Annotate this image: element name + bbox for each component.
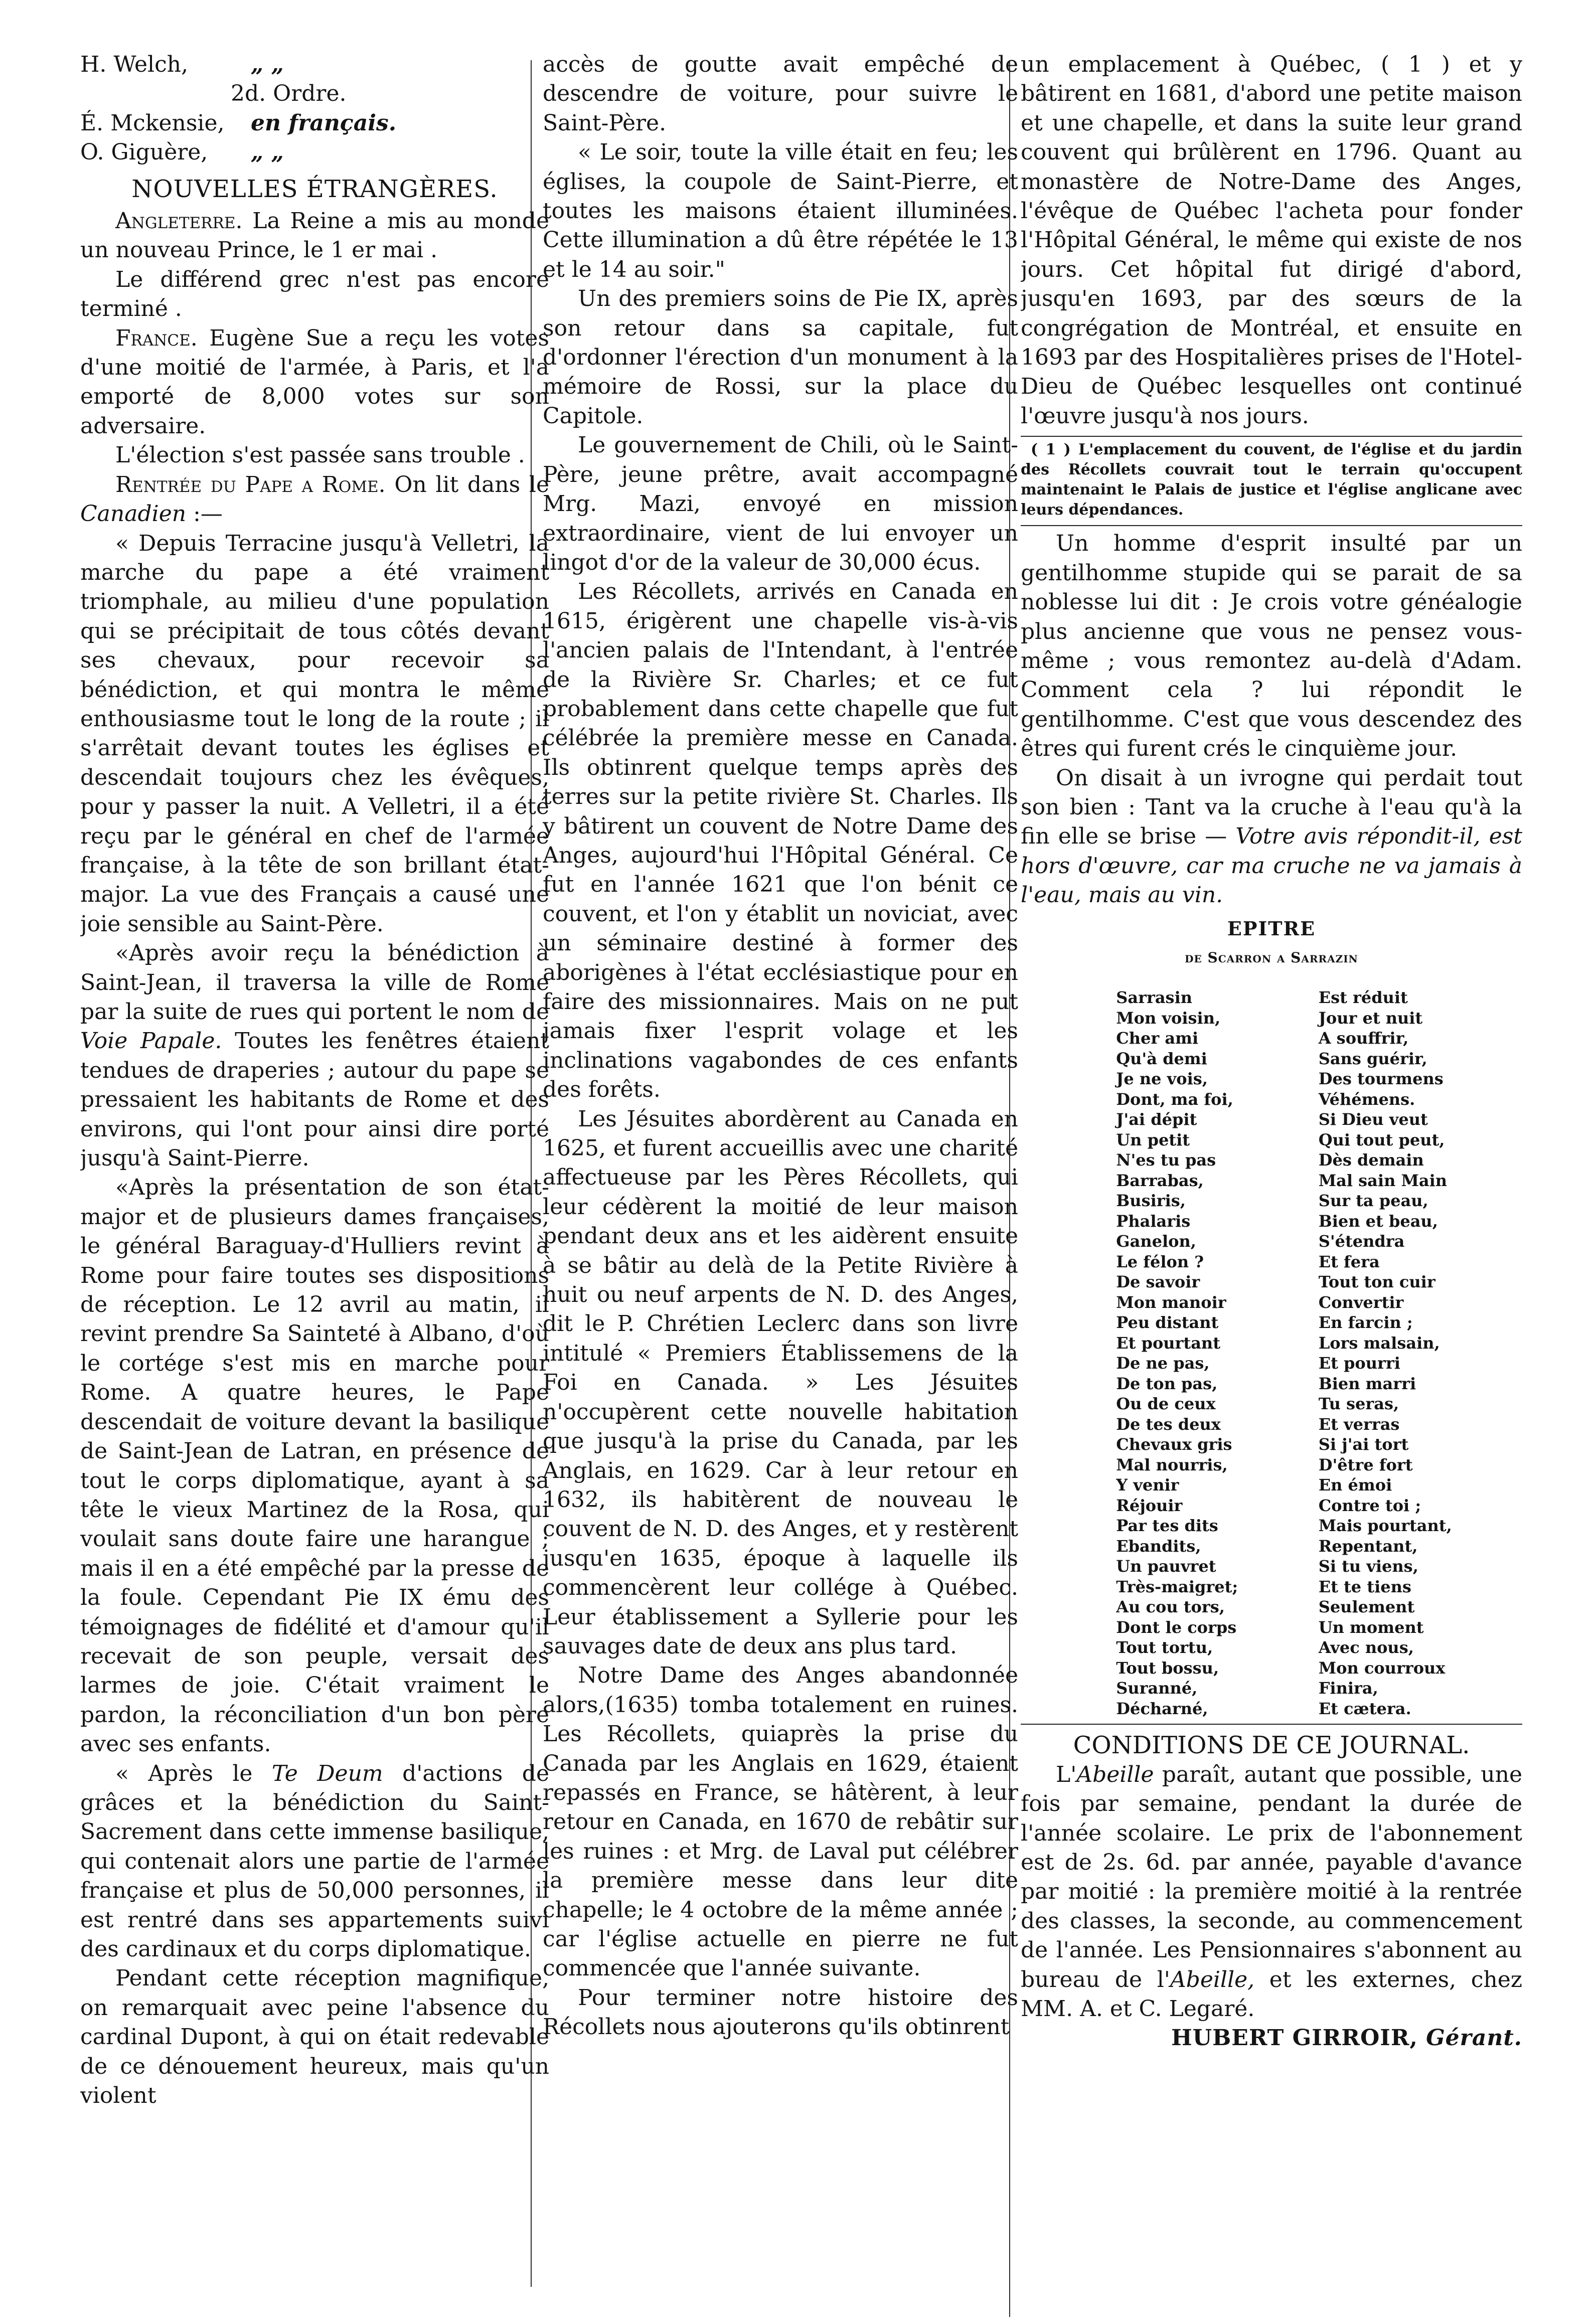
article-election: L'élection s'est passée sans trouble . <box>115 442 525 468</box>
poem-line: Très-maigret; <box>1116 1577 1238 1596</box>
paragraph: Pour terminer notre histoire des Récollets nous ajouterons qu'ils obtinrent <box>543 1984 1018 2040</box>
poem-line: Et pourri <box>1318 1354 1400 1373</box>
poem-line: Ganelon, <box>1116 1232 1196 1251</box>
paragraph: « Le soir, toute la ville était en feu; les églises, la coupole de Saint-Pierre, et toutes les maisons étaient illuminées. Cette illumination a dû être répétée le 13 et le 14 au soir." <box>543 139 1018 282</box>
poem-line: Tout ton cuir <box>1318 1272 1435 1292</box>
poem-line: Un pauvret <box>1116 1557 1216 1576</box>
poem-line: Bien et beau, <box>1318 1211 1438 1231</box>
poem-line: Et fera <box>1318 1252 1380 1271</box>
poem-line: Dès demain <box>1318 1150 1424 1170</box>
paragraph <box>80 939 549 1173</box>
poem-line: Décharné, <box>1116 1699 1208 1718</box>
poem-line: De ne pas, <box>1116 1354 1210 1373</box>
text-run: et les externes, chez MM. A. et C. Legaré. <box>1021 1966 1522 2022</box>
poem-line: En émoi <box>1318 1475 1392 1495</box>
poem-line: Sarrasin <box>1116 988 1192 1008</box>
poem-line: Et pourtant <box>1116 1333 1220 1353</box>
poem-line: Je ne vois, <box>1116 1069 1208 1089</box>
voter-lang: „ „ <box>251 139 284 165</box>
conditions-title: CONDITIONS DE CE JOURNAL. <box>1073 1731 1470 1760</box>
poem-title: EPITRE <box>1227 917 1316 940</box>
poem-line: Si j'ai tort <box>1318 1435 1409 1454</box>
voter-lang: „ „ <box>251 52 284 77</box>
poem-line: Ebandits, <box>1116 1536 1201 1556</box>
poem-line: Un petit <box>1116 1130 1190 1149</box>
poem-line: Le félon ? <box>1116 1252 1204 1271</box>
poem-line: N'es tu pas <box>1116 1150 1216 1170</box>
conditions-paragraph <box>1021 1760 1522 2024</box>
paragraph: Notre Dame des Anges abandonnée alors,(1635) tomba totalement en ruines. Les Récollets, quiaprès la prise du Canada par les Anglais en 1629, étaient repassés en France, se hâtèrent, à leur retour en Canada, en 1670 de rebâtir sur les ruines : et Mrg. de Laval put célébrer la première messe dans leur dite chapelle; le 4 octobre de la même année ; car l'église actuelle en pierre ne fut commencée que l'année suivante. <box>543 1663 1018 1981</box>
poem-line: Finira, <box>1318 1679 1378 1698</box>
poem-line: Mon courroux <box>1318 1658 1446 1678</box>
voter-line <box>80 50 549 79</box>
poem-line: En farcin ; <box>1318 1313 1413 1333</box>
poem-line: Qui tout peut, <box>1318 1130 1445 1149</box>
italic-run: Abeille <box>1076 1761 1154 1787</box>
text-run: On disait à un ivrogne qui perdait tout son bien : Tant va la cruche à l'eau qu'à la fin elle se brise — <box>1021 765 1522 850</box>
paragraph: Les Jésuites abordèrent au Canada en 1625, et furent accueillis avec une charité affectueuse par les Pères Récollets, qui leur cédèrent la moitié de leur maison pendant deux ans et les aidèrent ensuite à se bâtir au delà de la Petite Rivière à huit ou neuf arpents de N. D. des Anges, dit le P. Chrétien Leclerc dans son livre intitulé « Premiers Établissemens de la Foi en Canada. » Les Jésuites n'occupèrent cette nouvelle habitation que jusqu'à la prise du Canada, par les Anglais, en 1629. Car à leur retour en 1632, ils habitèrent de nouveau le couvent de N. D. des Anges, et y restèrent jusqu'en 1635, époque à laquelle ils commencèrent leur collége à Québec. Leur établissement a Syllerie pour les sauvages date de deux ans plus tard. <box>543 1106 1018 1659</box>
divider <box>1021 436 1522 437</box>
poem-line: Y venir <box>1116 1475 1179 1495</box>
text-run: Toutes les fenêtres étaient tendues de draperies ; autour du pape se pressaient les habitants de Rome et des environs, qui l'ont pour ainsi dire porté jusqu'à Saint-Pierre. <box>80 1028 549 1172</box>
column-3 <box>1021 50 1522 2307</box>
poem-line: Si Dieu veut <box>1318 1110 1428 1129</box>
source-name: Canadien <box>80 501 187 527</box>
poem-line: Busiris, <box>1116 1191 1186 1211</box>
voter-line <box>80 109 549 138</box>
poem-line: Bien marri <box>1318 1374 1416 1393</box>
divider <box>1021 1724 1522 1725</box>
paragraph: un emplacement à Québec, ( 1 ) et y bâtirent en 1681, d'abord une petite maison et une chapelle, et dans la suite leur grand couvent qui brûlèrent en 1796. Quant au monastère de Notre-Dame des Anges, l'évêque de Québec l'acheta pour fonder l'Hôpital Général, le même qui existe de nos jours. Cet hôpital fut dirigé d'abord, jusqu'en 1693, par des sœurs de la congrégation de Montréal, et ensuite en 1693 par des Hospitalières prises de l'Hotel-Dieu de Québec lesquelles ont continué l'œuvre jusqu'à nos jours. <box>1021 52 1522 429</box>
poem-line: Au cou tors, <box>1116 1597 1225 1617</box>
poem-line: De tes deux <box>1116 1414 1221 1434</box>
poem-line: Des tourmens <box>1318 1069 1444 1089</box>
poem-line: Cher ami <box>1116 1029 1199 1048</box>
section-title: NOUVELLES ÉTRANGÈRES. <box>131 175 498 203</box>
poem-line: Sur ta peau, <box>1318 1191 1428 1211</box>
poem-line: Convertir <box>1318 1292 1404 1312</box>
article-rentree <box>80 470 549 529</box>
article-angleterre <box>80 207 549 265</box>
paragraph: «Après la présentation de son état-major et de plusieurs dames françaises, le général Baraguay-d'Hulliers revint à Rome pour faire toutes ses dispositions de réception. Le 12 avril au matin, il revint prendre Sa Sainteté à Albano, d'où le cortége s'est mis en marche pour Rome. A quatre heures, le Pape descendait de voiture devant la basilique de Saint-Jean de Latran, en présence de tout le corps diplomatique, ayant à sa tête le vieux Martinez de la Rosa, qui voulait sans doute faire une harangue ; mais il en a été empêché par la presse de la foule. Cependant Pie IX ému des témoignages de fidélité et d'amour qu'il recevait de son peuple, versait des larmes de joie. C'était vraiment le pardon, la réconciliation d'un bon père avec ses enfants. <box>80 1175 549 1757</box>
poem-line: Mon voisin, <box>1116 1008 1221 1028</box>
divider <box>1021 525 1522 526</box>
poem-line: Mon manoir <box>1116 1292 1226 1312</box>
poem-line: De savoir <box>1116 1272 1200 1292</box>
italic-run: Te Deum <box>271 1760 383 1786</box>
paragraph: Un homme d'esprit insulté par un gentilhomme stupide qui se parait de sa noblesse lui dit : Je crois votre généalogie plus ancienne que vous ne pensez vous-même ; vous remontez au-delà d'Adam. Comment cela ? lui répondit le gentilhomme. C'est que vous descendez des êtres qui furent crés le cinquième jour. <box>1021 531 1522 762</box>
poem-line: Sans guérir, <box>1318 1049 1427 1068</box>
article-lead: Rentrée du Pape a Rome. <box>115 471 386 497</box>
column-2 <box>543 50 1018 2307</box>
poem-line: Et te tiens <box>1318 1577 1411 1596</box>
poem-subtitle: de Scarron a Sarrazin <box>1185 949 1358 966</box>
poem-line: Dont le corps <box>1116 1617 1237 1637</box>
poem-line: Si tu viens, <box>1318 1557 1418 1576</box>
signature-name: HUBERT GIRROIR, <box>1171 2025 1418 2051</box>
poem-line: Chevaux gris <box>1116 1435 1232 1454</box>
footnote: ( 1 ) L'emplacement du couvent, de l'église et du jardin des Récollets couvrait tout le terrain qu'occupent maintenaint le Palais de justice et l'église anglicane avec leurs dépendances. <box>1021 441 1522 519</box>
poem-right-column <box>1319 987 1482 1719</box>
poem-line: Véhémens. <box>1318 1089 1415 1109</box>
poem-line: Repentant, <box>1318 1536 1418 1556</box>
text-run: «Après avoir reçu la bénédiction à Saint-Jean, il traversa la ville de Rome par la suite de rues qui portent le nom de <box>80 940 549 1025</box>
poem-line: Suranné, <box>1116 1679 1198 1698</box>
poem-line: Par tes dits <box>1116 1516 1218 1536</box>
poem-line: Seulement <box>1318 1597 1415 1617</box>
paragraph: Les Récollets, arrivés en Canada en 1615, érigèrent une chapelle vis-à-vis l'ancien palais de l'Intendant, à l'entrée de la Rivière Sr. Charles; et ce fut probablement dans cette chapelle que fut célébrée la première messe en Canada. Ils obtinrent quelque temps après des terres sur la petite rivière St. Charles. Ils y bâtirent un couvent de Notre Dame des Anges, aujourd'hui l'Hôpital Général. Ce fut en l'année 1621 que l'on bénit ce couvent, et l'on y établit un noviciat, avec un séminaire destiné à former des aborigènes à l'état ecclésiastique pour en faire des missionnaires. Mais on ne put jamais fixer l'esprit volage et les inclinations vagabondes de ces enfants des forêts. <box>543 579 1018 1103</box>
paragraph: accès de goutte avait empêché de descendre de voiture, pour suivre le Saint-Père. <box>543 52 1018 136</box>
paragraph: Pendant cette réception magnifique, on remarquait avec peine l'absence du cardinal Dupont, à qui on était redevable de ce dénouement heureux, mais qu'un violent <box>80 1965 549 2109</box>
order-label: 2d. Ordre. <box>231 81 347 107</box>
poem-line: Barrabas, <box>1116 1171 1204 1190</box>
poem-line: Qu'à demi <box>1116 1049 1207 1068</box>
poem-line: Mais pourtant, <box>1318 1516 1452 1536</box>
poem-line: Et verras <box>1318 1414 1400 1434</box>
poem-line: Ou de ceux <box>1116 1394 1216 1414</box>
voter-name: É. Mckensie, <box>80 110 225 136</box>
voter-line <box>80 138 549 167</box>
italic-run: Voie Papale. <box>80 1028 222 1054</box>
italic-run: Abeille, <box>1170 1966 1255 1993</box>
poem-line: Peu distant <box>1116 1313 1219 1333</box>
poem-line: Phalaris <box>1116 1211 1191 1231</box>
poem-line: Tout bossu, <box>1116 1658 1219 1678</box>
paragraph: Le gouvernement de Chili, où le Saint-Père, jeune prêtre, avait accompagné Mrg. Mazi, envoyé en mission extraordinaire, vient de lui envoyer un lingot d'or de la valeur de 30,000 écus. <box>543 432 1018 575</box>
article-lead: Angleterre. <box>115 208 243 234</box>
poem-line: D'être fort <box>1318 1455 1413 1474</box>
article-lead: France. <box>115 325 198 351</box>
text-run: « Après le <box>115 1760 253 1786</box>
article-text: :— <box>193 501 223 527</box>
poem-line: Mal nourris, <box>1116 1455 1228 1474</box>
article-france <box>80 324 549 441</box>
voter-name: H. Welch, <box>80 52 189 77</box>
signature-title: Gérant. <box>1426 2025 1522 2051</box>
paragraph: Un des premiers soins de Pie IX, après son retour dans sa capitale, fut d'ordonner l'érection d'un monument à la mémoire de Rossi, sur la place du Capitole. <box>543 286 1018 429</box>
text-run: d'actions de grâces et la bénédiction du Saint-Sacrement dans cette immense basilique, qui contenait alors une partie de l'armée française et plus de 50,000 personnes, il est rentré dans ses appartements suivi des cardinaux et du corps diplomatique. <box>80 1760 549 1962</box>
article-text: La Reine a mis au monde un nouveau Prince, le 1 er mai . <box>80 208 549 263</box>
paragraph <box>1021 764 1522 910</box>
article-text: On lit dans le <box>394 471 549 497</box>
signature <box>1021 2024 1522 2053</box>
poem-line: Réjouir <box>1116 1496 1183 1515</box>
article-text: Eugène Sue a reçu les votes d'une moitié de l'armée, à Paris, et l'a emporté de 8,000 votes sur son adversaire. <box>80 325 549 439</box>
paragraph: « Depuis Terracine jusqu'à Velletri, la marche du pape a été vraiment triomphale, au milieu d'une population qui se précipitait de tous côtés devant ses chevaux, pour recevoir sa bénédiction, et qui montra le même enthousiasme tout le long de la route ; il s'arrêtait devant toutes les églises et descendait toujours chez les évêques, pour y passer la nuit. A Velletri, il a été reçu par le général en chef de l'armée française, à la tête de son brillant état-major. La vue des Français a causé une joie sensible au Saint-Père. <box>80 530 549 937</box>
poem-line: Dont, ma foi, <box>1116 1089 1233 1109</box>
poem-line: Tout tortu, <box>1116 1638 1213 1657</box>
poem-line: Tu seras, <box>1318 1394 1399 1414</box>
poem-left-column <box>1061 987 1238 1719</box>
poem-line: Mal sain Main <box>1318 1171 1448 1190</box>
poem-line: Est réduit <box>1318 988 1408 1008</box>
poem-line: Avec nous, <box>1318 1638 1414 1657</box>
voter-lang: en français. <box>251 110 397 136</box>
poem-line: Jour et nuit <box>1318 1008 1423 1028</box>
paragraph <box>80 1759 549 1964</box>
poem-line: Un moment <box>1318 1617 1424 1637</box>
text-run: paraît, autant que possible, une fois par semaine, pendant la durée de l'année scolaire. Le prix de l'abonnement est de 2s. 6d. par année, payable d'avance par moitié : la première moitié à la rentrée des classes, la seconde, au commencement de l'année. Les Pensionnaires s'abonnent au bureau de l' <box>1021 1761 1522 1993</box>
voter-name: O. Giguère, <box>80 139 208 165</box>
column-1 <box>80 50 549 2307</box>
poem-line: Lors malsain, <box>1318 1333 1440 1353</box>
italic-run: Votre avis répondit-il, est hors d'œuvre, car ma cruche ne va jamais à l'eau, mais au vin. <box>1021 823 1522 908</box>
poem-line: Et cætera. <box>1318 1699 1411 1718</box>
poem-line: De ton pas, <box>1116 1374 1218 1393</box>
poem-line: S'étendra <box>1318 1232 1405 1251</box>
poem-line: Contre toi ; <box>1318 1496 1421 1515</box>
poem-line: A souffrir, <box>1318 1029 1409 1048</box>
text-run: L' <box>1056 1761 1077 1787</box>
poem-line: J'ai dépit <box>1116 1110 1197 1129</box>
poem <box>1021 987 1522 1719</box>
article-grec: Le différend grec n'est pas encore terminé . <box>80 266 549 322</box>
